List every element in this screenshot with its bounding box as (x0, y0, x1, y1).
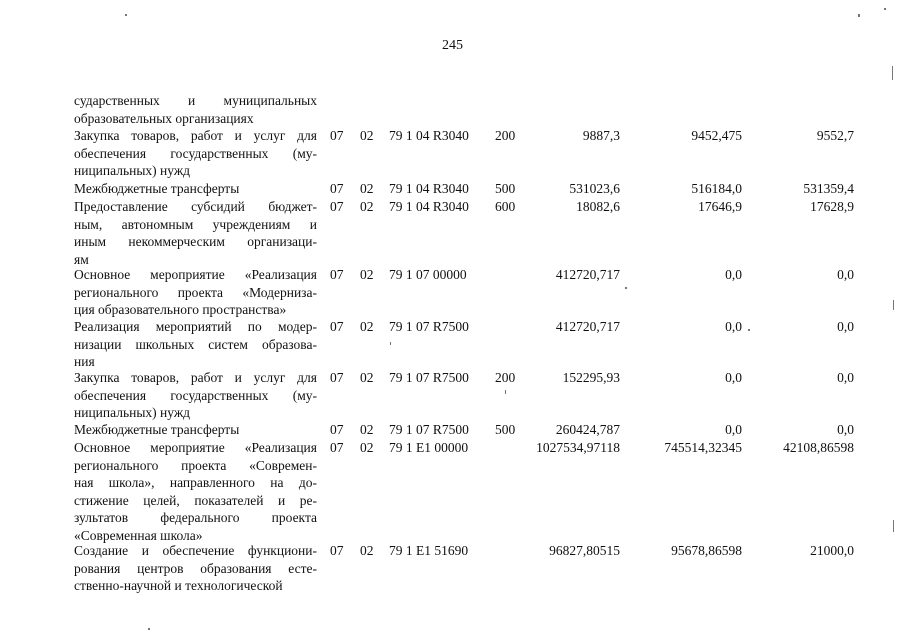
description-line: Основное мероприятие «Реализация (74, 267, 317, 282)
target-article-cell: 79 1 04 R3040 (389, 128, 469, 143)
target-article-cell: 79 1 07 00000 (389, 267, 467, 282)
description-line: ниципальных) нужд (74, 163, 191, 178)
amount-2023-cell: 0,0 (837, 422, 854, 437)
section-cell: 07 (330, 128, 344, 143)
amount-2021-cell: 412720,717 (555, 319, 620, 334)
description-line: ция образовательного пространства» (74, 302, 287, 317)
expense-type-cell: 200 (495, 370, 516, 385)
amount-2021-cell: 1027534,97118 (536, 440, 620, 455)
scan-speck (748, 329, 750, 331)
scan-speck (148, 628, 150, 630)
amount-2021-cell: 96827,80515 (549, 543, 620, 558)
scan-speck (390, 342, 391, 345)
amount-2023-cell: 0,0 (837, 267, 854, 282)
row-description (74, 439, 317, 544)
scan-speck (505, 390, 506, 394)
scan-speck (625, 287, 627, 289)
amount-2021-cell: 18082,6 (576, 199, 620, 214)
description-line: Закупка товаров, работ и услуг для (74, 370, 317, 385)
expense-type-cell: 500 (495, 181, 516, 196)
description-line: Основное мероприятие «Реализация (74, 440, 317, 455)
section-cell: 07 (330, 440, 344, 455)
description-line: иным некоммерческим организаци- (74, 234, 317, 249)
amount-2022-cell: 745514,32345 (664, 440, 742, 455)
amount-2021-cell: 412720,717 (555, 267, 620, 282)
expense-type-cell: 200 (495, 128, 516, 143)
amount-2023-cell: 0,0 (837, 370, 854, 385)
subsection-cell: 02 (360, 370, 374, 385)
description-line: ям (74, 251, 89, 267)
target-article-cell: 79 1 E1 00000 (389, 440, 469, 455)
target-article-cell: 79 1 04 R3040 (389, 181, 469, 196)
scan-speck (125, 14, 127, 16)
section-cell: 07 (330, 267, 344, 282)
amount-2022-cell: 95678,86598 (671, 543, 742, 558)
description-line: рования центров образования есте- (74, 560, 317, 576)
description-line: низации школьных систем образова- (74, 336, 317, 352)
amount-2021-cell: 152295,93 (562, 370, 620, 385)
description-line: сударственных и муниципальных (74, 93, 317, 108)
scan-speck (893, 520, 894, 532)
section-cell: 07 (330, 181, 344, 196)
description-line: регионального проекта «Модерниза- (74, 284, 317, 300)
section-cell: 07 (330, 199, 344, 214)
amount-2023-cell: 9552,7 (816, 128, 854, 143)
row-description (74, 266, 317, 319)
target-article-cell: 79 1 07 R7500 (389, 422, 469, 437)
section-cell: 07 (330, 422, 344, 437)
amount-2022-cell: 9452,475 (691, 128, 742, 143)
scan-speck (858, 14, 860, 17)
description-line: «Современная школа» (74, 527, 203, 543)
target-article-cell: 79 1 E1 51690 (389, 543, 469, 558)
subsection-cell: 02 (360, 267, 374, 282)
row-description (74, 180, 317, 198)
subsection-cell: 02 (360, 440, 374, 455)
amount-2023-cell: 531359,4 (803, 181, 854, 196)
amount-2023-cell: 42108,86598 (783, 440, 854, 455)
page-number: 245 (442, 38, 463, 53)
target-article-cell: 79 1 07 R7500 (389, 319, 469, 334)
row-description (74, 369, 317, 422)
description-line: Предоставление субсидий бюджет- (74, 199, 317, 214)
scan-speck (884, 8, 886, 10)
expense-type-cell: 600 (495, 199, 516, 214)
description-line: стижение целей, показателей и ре- (74, 492, 317, 508)
amount-2023-cell: 17628,9 (810, 199, 854, 214)
description-line: Межбюджетные трансферты (74, 181, 240, 196)
amount-2023-cell: 0,0 (837, 319, 854, 334)
amount-2021-cell: 531023,6 (569, 181, 620, 196)
target-article-cell: 79 1 04 R3040 (389, 199, 469, 214)
description-line: ная школа», направленного на до- (74, 475, 317, 490)
scan-speck (892, 66, 893, 80)
description-line: Закупка товаров, работ и услуг для (74, 128, 317, 143)
description-line: Реализация мероприятий по модер- (74, 319, 317, 334)
description-line: ниципальных) нужд (74, 405, 191, 420)
subsection-cell: 02 (360, 199, 374, 214)
subsection-cell: 02 (360, 181, 374, 196)
expense-type-cell: 500 (495, 422, 516, 437)
row-description (74, 92, 317, 127)
description-line: регионального проекта «Современ- (74, 457, 317, 473)
row-description (74, 198, 317, 268)
row-description (74, 542, 317, 595)
amount-2022-cell: 0,0 (725, 267, 742, 282)
amount-2022-cell: 516184,0 (691, 181, 742, 196)
description-line: ния (74, 354, 95, 369)
subsection-cell: 02 (360, 543, 374, 558)
description-line: ственно-научной и технологической (74, 578, 283, 593)
description-line: ным, автономным учреждениям и (74, 216, 317, 232)
subsection-cell: 02 (360, 128, 374, 143)
row-description (74, 127, 317, 180)
amount-2021-cell: 260424,787 (555, 422, 620, 437)
subsection-cell: 02 (360, 422, 374, 437)
description-line: обеспечения государственных (му- (74, 145, 317, 161)
description-line: Межбюджетные трансферты (74, 422, 240, 437)
row-description (74, 318, 317, 371)
description-line: зультатов федерального проекта (74, 510, 317, 525)
description-line: образовательных организациях (74, 110, 254, 126)
amount-2022-cell: 0,0 (725, 319, 742, 334)
amount-2022-cell: 0,0 (725, 370, 742, 385)
section-cell: 07 (330, 370, 344, 385)
amount-2021-cell: 9887,3 (582, 128, 620, 143)
target-article-cell: 79 1 07 R7500 (389, 370, 469, 385)
subsection-cell: 02 (360, 319, 374, 334)
amount-2022-cell: 17646,9 (698, 199, 742, 214)
description-line: Создание и обеспечение функциони- (74, 543, 317, 558)
amount-2023-cell: 21000,0 (810, 543, 854, 558)
row-description (74, 421, 317, 439)
description-line: обеспечения государственных (му- (74, 387, 317, 403)
scan-speck (893, 300, 894, 310)
section-cell: 07 (330, 319, 344, 334)
amount-2022-cell: 0,0 (725, 422, 742, 437)
section-cell: 07 (330, 543, 344, 558)
